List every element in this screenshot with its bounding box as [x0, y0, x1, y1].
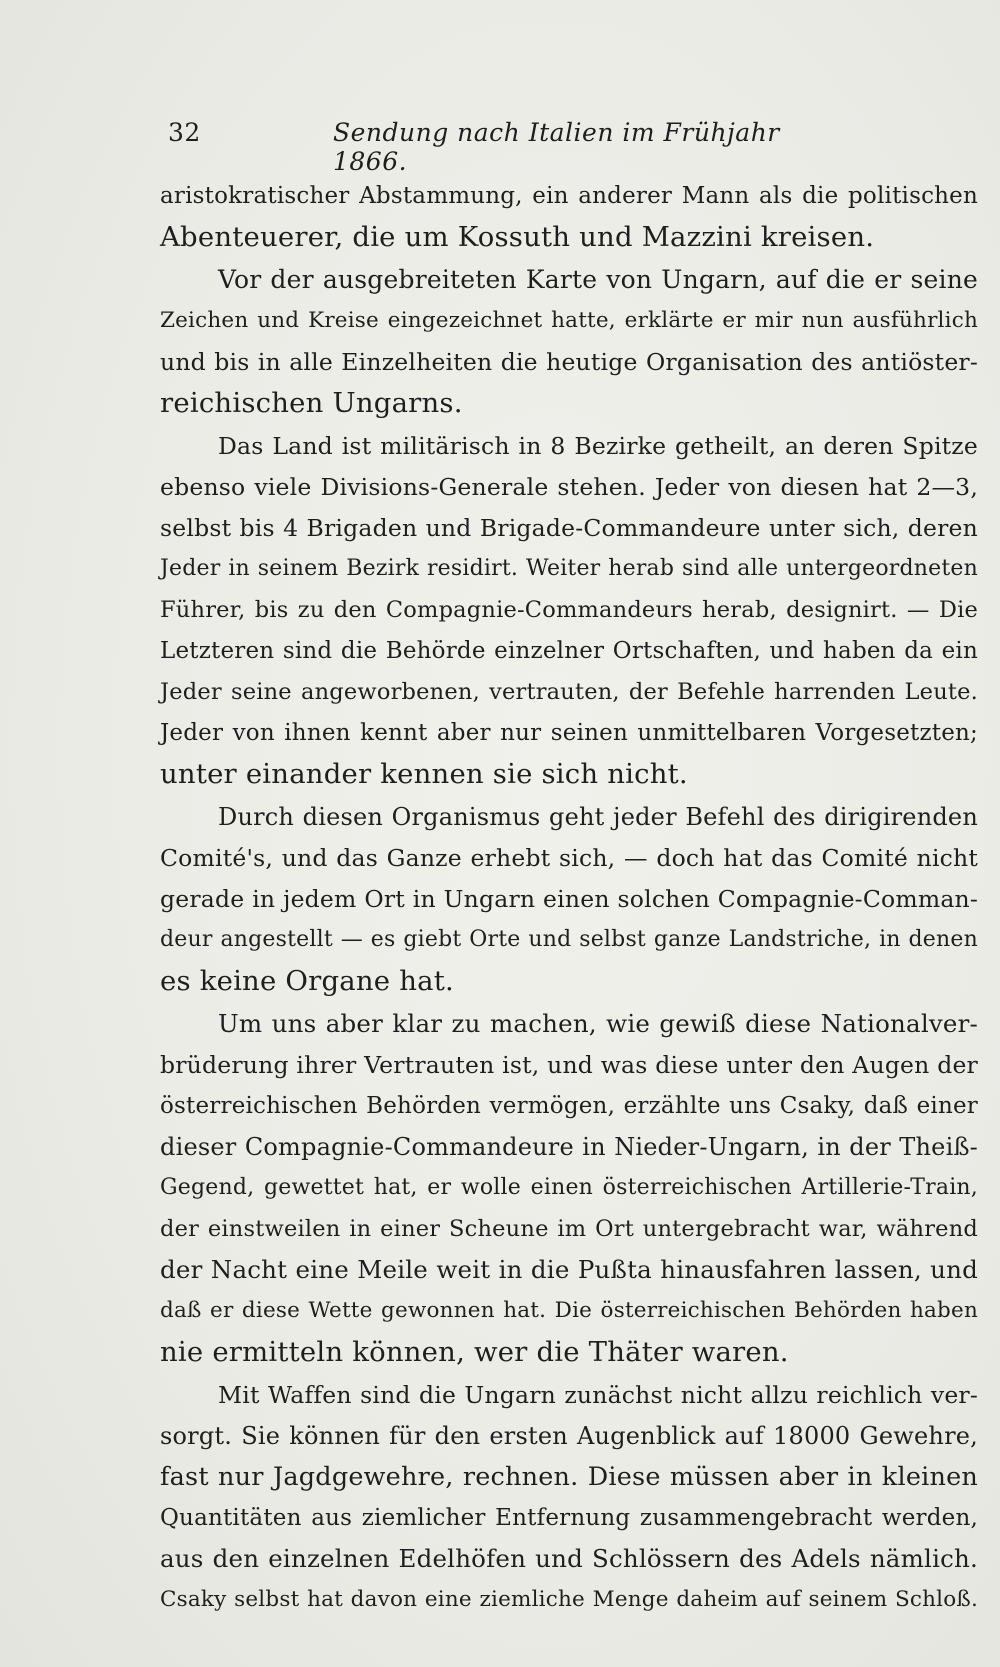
- text-line: ebenso viele Divisions-Generale stehen. Jeder von diesen hat 2—3,: [160, 473, 978, 501]
- text-line: gerade in jedem Ort in Ungarn einen solchen Compagnie-Comman-: [160, 885, 978, 913]
- text-line: Mit Waffen sind die Ungarn zunächst nicht allzu reichlich ver-: [218, 1381, 978, 1409]
- text-line: Gegend, gewettet hat, er wolle einen österreichischen Artillerie-Train,: [160, 1175, 978, 1200]
- text-line: Jeder in seinem Bezirk residirt. Weiter herab sind alle untergeordneten: [160, 556, 978, 581]
- text-line: Letzteren sind die Behörde einzelner Ortschaften, und haben da ein: [160, 638, 978, 664]
- text-line: reichischen Ungarns.: [160, 387, 463, 419]
- text-line: deur angestellt — es giebt Orte und selbst ganze Landstriche, in denen: [160, 927, 978, 952]
- page-number: 32: [168, 118, 201, 147]
- text-line: fast nur Jagdgewehre, rechnen. Diese müssen aber in kleinen: [160, 1462, 978, 1492]
- text-line: Jeder seine angeworbenen, vertrauten, der Befehle harrenden Leute.: [160, 679, 978, 705]
- text-line: der einstweilen in einer Scheune im Ort untergebracht war, während: [160, 1216, 978, 1242]
- text-line: Abenteuerer, die um Kossuth und Mazzini kreisen.: [160, 221, 875, 253]
- running-title: Sendung nach Italien im Frühjahr 1866.: [333, 118, 780, 176]
- text-line: österreichischen Behörden vermögen, erzählte uns Csaky, daß einer: [160, 1093, 978, 1119]
- text-line: Csaky selbst hat davon eine ziemliche Menge daheim auf seinem Schloß.: [160, 1587, 978, 1612]
- text-line: Vor der ausgebreiteten Karte von Ungarn, auf die er seine: [218, 265, 978, 294]
- text-line: Führer, bis zu den Compagnie-Commandeurs herab, designirt. — Die: [160, 597, 978, 623]
- text-line: Comité's, und das Ganze erhebt sich, — doch hat das Comité nicht: [160, 844, 978, 872]
- text-line: nie ermitteln können, wer die Thäter waren.: [160, 1336, 789, 1368]
- text-line: Durch diesen Organismus geht jeder Befehl des dirigirenden: [218, 803, 978, 831]
- page-header: [168, 118, 788, 176]
- text-line: Um uns aber klar zu machen, wie gewiß diese Nationalver-: [218, 1009, 978, 1038]
- text-line: es keine Organe hat.: [160, 965, 454, 997]
- text-line: Zeichen und Kreise eingezeichnet hatte, erklärte er mir nun ausführlich: [160, 308, 978, 333]
- text-line: brüderung ihrer Vertrauten ist, und was diese unter den Augen der: [160, 1051, 978, 1079]
- text-line: sorgt. Sie können für den ersten Augenblick auf 18000 Gewehre,: [160, 1422, 978, 1450]
- text-line: aristokratischer Abstammung, ein anderer Mann als die politischen: [160, 183, 978, 209]
- text-line: Jeder von ihnen kennt aber nur seinen unmittelbaren Vorgesetzten;: [160, 720, 978, 746]
- text-line: der Nacht eine Meile weit in die Pußta hinausfahren lassen, und: [160, 1255, 978, 1284]
- text-line: Quantitäten aus ziemlicher Entfernung zusammengebracht werden,: [160, 1505, 978, 1531]
- text-line: und bis in alle Einzelheiten die heutige Organisation des antiöster-: [160, 348, 978, 376]
- text-line: aus den einzelnen Edelhöfen und Schlössern des Adels nämlich.: [160, 1544, 978, 1573]
- text-line: selbst bis 4 Brigaden und Brigade-Commandeure unter sich, deren: [160, 514, 978, 542]
- text-line: dieser Compagnie-Commandeure in Nieder-Ungarn, in der Theiß-: [160, 1133, 978, 1161]
- text-line: daß er diese Wette gewonnen hat. Die österreichischen Behörden haben: [160, 1298, 978, 1323]
- text-line: unter einander kennen sie sich nicht.: [160, 758, 688, 790]
- text-line: Das Land ist militärisch in 8 Bezirke getheilt, an deren Spitze: [218, 432, 978, 460]
